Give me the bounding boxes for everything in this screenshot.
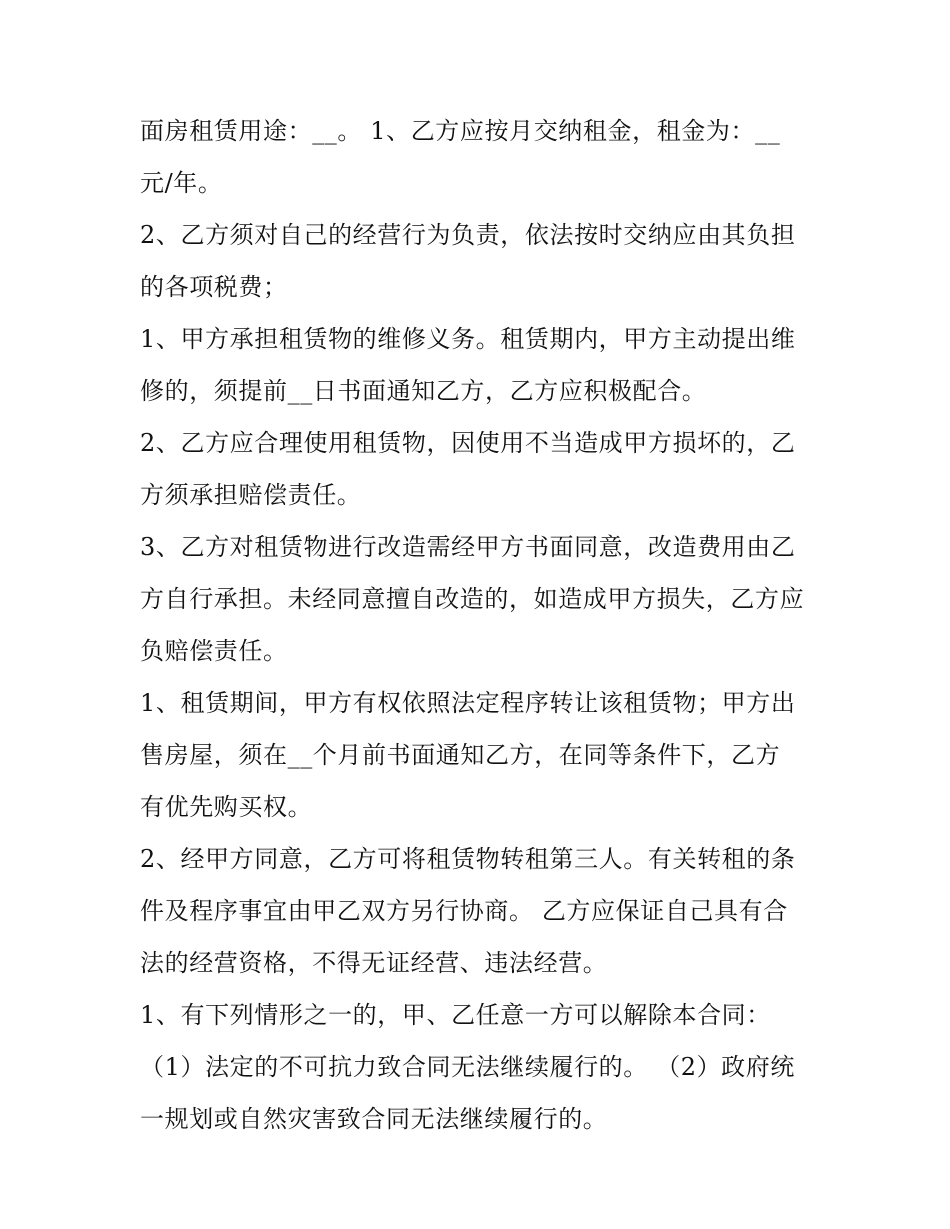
- paragraph-transfer: [140, 677, 820, 833]
- document-body: [140, 105, 820, 1145]
- text-line: 3、乙方对租赁物进行改造需经甲方书面同意，改造费用由乙: [140, 533, 796, 561]
- text-line: 2、经甲方同意，乙方可将租赁物转租第三人。有关转租的条: [140, 845, 796, 873]
- text-line: 2、乙方应合理使用租赁物，因使用不当造成甲方损坏的，乙: [140, 429, 796, 457]
- paragraph-termination-conditions: [140, 1041, 820, 1145]
- text-line: 的各项税费；: [140, 273, 288, 301]
- text-line: 1、甲方承担租赁物的维修义务。租赁期内，甲方主动提出维: [140, 325, 796, 353]
- paragraph-proper-use: [140, 417, 820, 521]
- text-line: 负赔偿责任。: [140, 637, 288, 665]
- text-line: 面房租赁用途：__。 1、乙方应按月交纳租金，租金为：__: [140, 117, 781, 145]
- paragraph-modification: [140, 521, 820, 677]
- text-line: 件及程序事宜由甲乙双方另行协商。 乙方应保证自己具有合: [140, 897, 788, 925]
- text-line: 法的经营资格，不得无证经营、违法经营。: [140, 949, 608, 977]
- text-line: 方自行承担。未经同意擅自改造的，如造成甲方损失，乙方应: [140, 585, 805, 613]
- text-line: 2、乙方须对自己的经营行为负责，依法按时交纳应由其负担: [140, 221, 796, 249]
- text-line: 1、租赁期间，甲方有权依照法定程序转让该租赁物；甲方出: [140, 689, 796, 717]
- text-line: （1）法定的不可抗力致合同无法继续履行的。 （2）政府统: [140, 1053, 795, 1081]
- text-line: 元/年。: [140, 169, 223, 197]
- paragraph-maintenance: [140, 313, 820, 417]
- text-line: 一规划或自然灾害致合同无法继续履行的。: [140, 1105, 608, 1133]
- text-line: 方须承担赔偿责任。: [140, 481, 362, 509]
- text-line: 有优先购买权。: [140, 793, 313, 821]
- text-line: 1、有下列情形之一的，甲、乙任意一方可以解除本合同：: [140, 1001, 771, 1029]
- text-line: 修的，须提前__日书面通知乙方，乙方应积极配合。: [140, 377, 707, 405]
- paragraph-sublease: [140, 833, 820, 989]
- paragraph-termination: [140, 989, 820, 1041]
- paragraph-rent-usage: [140, 105, 820, 209]
- text-line: 售房屋，须在__个月前书面通知乙方，在同等条件下，乙方: [140, 741, 781, 769]
- paragraph-taxes: [140, 209, 820, 313]
